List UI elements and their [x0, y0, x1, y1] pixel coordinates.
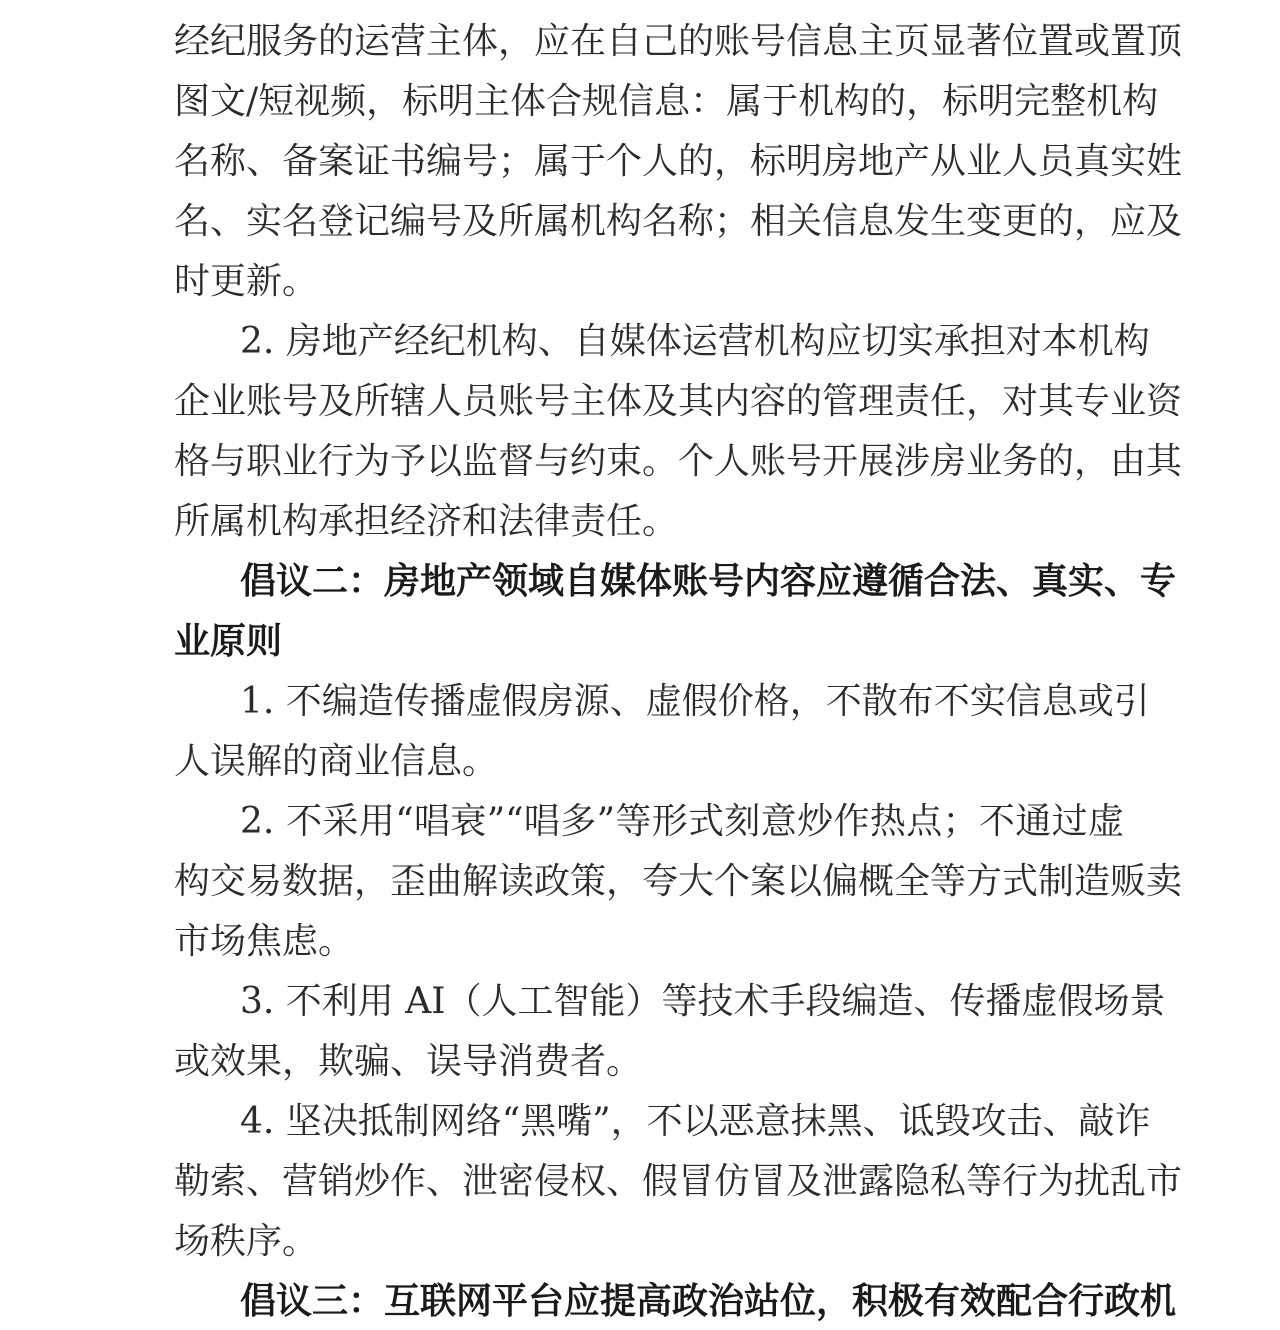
text-line: 图文/短视频，标明主体合规信息：属于机构的，标明完整机构 — [174, 81, 1159, 122]
section-heading: 倡议三：互联网平台应提高政治站位，积极有效配合行政机 — [240, 1281, 1177, 1322]
paragraph-start: 2. 不采用“唱衰”“唱多”等形式刻意炒作热点；不通过虚 — [240, 801, 1124, 842]
text-line: 构交易数据，歪曲解读政策，夸大个案以偏概全等方式制造贩卖 — [174, 861, 1183, 902]
section-heading: 倡议二：房地产领域自媒体账号内容应遵循合法、真实、专 — [240, 561, 1177, 602]
paragraph-start: 4. 坚决抵制网络“黑嘴”，不以恶意抹黑、诋毁攻击、敲诈 — [240, 1101, 1151, 1142]
text-line: 名称、备案证书编号；属于个人的，标明房地产从业人员真实姓 — [174, 141, 1183, 182]
text-line: 市场焦虑。 — [174, 921, 355, 962]
text-line: 或效果，欺骗、误导消费者。 — [174, 1041, 643, 1082]
text-line: 名、实名登记编号及所属机构名称；相关信息发生变更的，应及 — [174, 201, 1183, 242]
text-line: 勒索、营销炒作、泄密侵权、假冒仿冒及泄露隐私等行为扰乱市 — [174, 1161, 1183, 1202]
text-line: 人误解的商业信息。 — [174, 741, 499, 782]
text-line: 格与职业行为予以监督与约束。个人账号开展涉房业务的，由其 — [174, 441, 1183, 482]
text-line: 经纪服务的运营主体，应在自己的账号信息主页显著位置或置顶 — [174, 21, 1183, 62]
section-heading-cont: 业原则 — [174, 621, 283, 662]
text-line: 所属机构承担经济和法律责任。 — [174, 501, 679, 542]
paragraph-start: 3. 不利用 AI（人工智能）等技术手段编造、传播虚假场景 — [240, 981, 1166, 1022]
paragraph-start: 2. 房地产经纪机构、自媒体运营机构应切实承担对本机构 — [240, 321, 1150, 362]
text-line: 场秩序。 — [174, 1221, 319, 1262]
text-line: 时更新。 — [174, 261, 319, 302]
text-line: 企业账号及所辖人员账号主体及其内容的管理责任，对其专业资 — [174, 381, 1183, 422]
paragraph-start: 1. 不编造传播虚假房源、虚假价格，不散布不实信息或引 — [240, 681, 1150, 722]
